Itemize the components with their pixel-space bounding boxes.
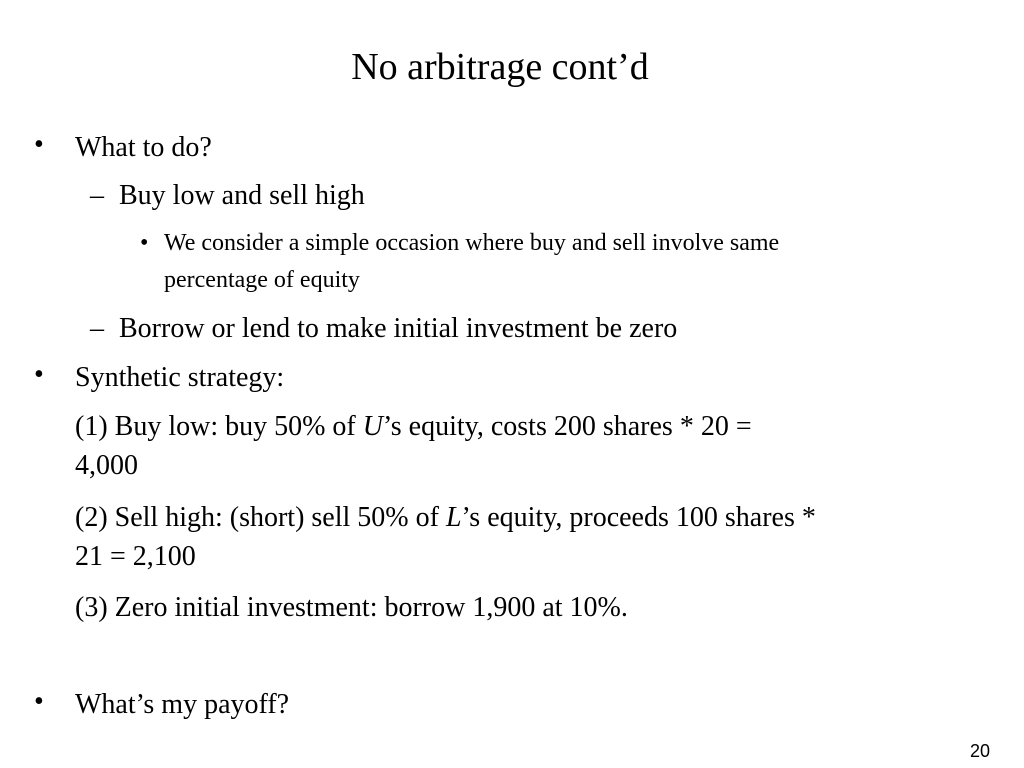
sub-sub-bullet-line-1: We consider a simple occasion where buy and sell involve same [164, 230, 780, 256]
sub-sub-bullet-marker: • [140, 230, 149, 256]
step-2-line-2: 21 = 2,100 [75, 541, 196, 572]
step-2-italic: L [445, 502, 462, 533]
step-2-text-before: (2) Sell high: (short) sell 50% of [75, 502, 446, 533]
step-1-text-before: (1) Buy low: buy 50% of [75, 411, 363, 442]
page-number: 20 [969, 741, 990, 761]
bullet-marker: • [34, 686, 44, 717]
sub-bullet-borrow-or-lend: Borrow or lend to make initial investment be zero [119, 313, 678, 344]
bullet-marker: • [34, 359, 44, 390]
step-2-text-after: ’s equity, proceeds 100 shares * [461, 502, 816, 533]
step-1-line-2: 4,000 [75, 450, 138, 481]
bullet-marker: • [34, 129, 44, 160]
step-1-line-1 [75, 408, 752, 446]
step-1-text-after: ’s equity, costs 200 shares * 20 = [383, 411, 752, 442]
bullet-what-to-do: What to do? [75, 132, 212, 163]
slide-title: No arbitrage cont’d [351, 46, 649, 88]
step-2-line-1 [75, 499, 816, 537]
sub-bullet-marker: – [90, 180, 104, 211]
step-3: (3) Zero initial investment: borrow 1,900 at 10%. [75, 592, 628, 623]
step-1-italic: U [362, 411, 383, 442]
sub-bullet-buy-low-sell-high: Buy low and sell high [119, 180, 365, 211]
bullet-whats-my-payoff: What’s my payoff? [75, 689, 290, 720]
bullet-synthetic-strategy: Synthetic strategy: [75, 362, 285, 393]
sub-sub-bullet-line-2: percentage of equity [164, 267, 360, 293]
sub-bullet-marker: – [90, 313, 104, 344]
